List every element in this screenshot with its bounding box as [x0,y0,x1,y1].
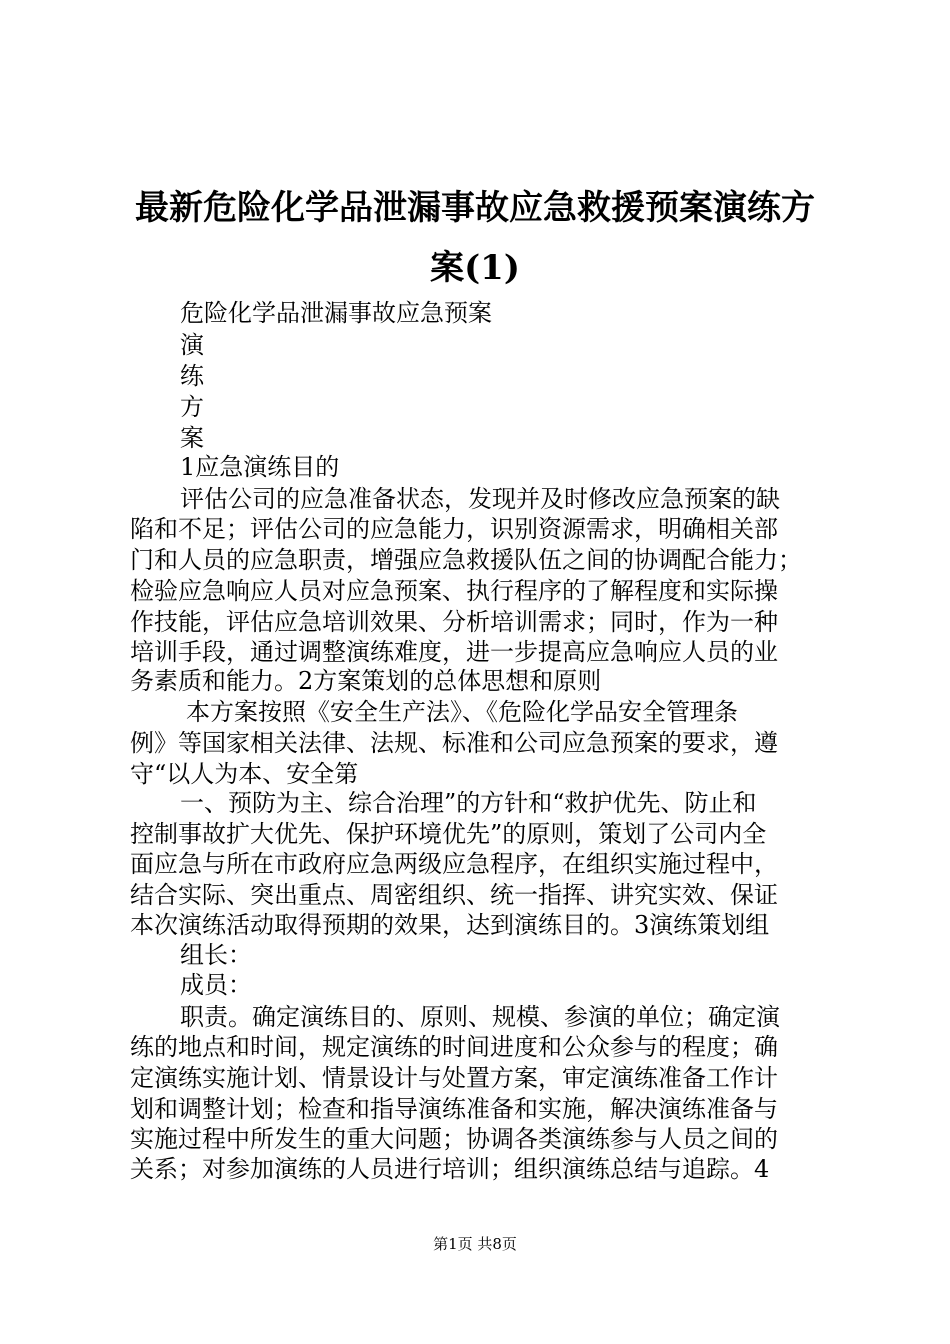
section-heading: 1应急演练目的 [180,453,340,481]
title-line-2: 案(1) [430,248,520,288]
body-line: 陷和不足；评估公司的应急能力，识别资源需求，明确相关部 [130,515,778,543]
body-line: 面应急与所在市政府应急两级应急程序，在组织实施过程中， [130,850,778,878]
body-line: 本次演练活动取得预期的效果，达到演练目的。3演练策划组 [130,911,770,939]
body-line: 评估公司的应急准备状态，发现并及时修改应急预案的缺 [180,485,780,513]
body-line: 例》等国家相关法律、法规、标准和公司应急预案的要求，遵 [130,729,778,757]
body-line: 练的地点和时间，规定演练的时间进度和公众参与的程度；确 [130,1033,778,1061]
body-line: 危险化学品泄漏事故应急预案 [180,299,492,327]
body-line: 成员： [180,971,252,999]
body-line: 检验应急响应人员对应急预案、执行程序的了解程度和实际操 [130,577,778,605]
body-line: 控制事故扩大优先、保护环境优先”的原则，策划了公司内全 [130,820,767,848]
body-line: 职责。确定演练目的、原则、规模、参演的单位；确定演 [180,1003,780,1031]
body-line: 一、预防为主、综合治理”的方针和“救护优先、防止和 [180,789,757,817]
body-line: 练 [180,362,204,390]
body-line: 关系；对参加演练的人员进行培训；组织演练总结与追踪。4 [130,1155,770,1183]
page-footer: 第1页 共8页 [433,1235,517,1253]
body-line: 演 [180,331,204,359]
body-line: 务素质和能力。2方案策划的总体思想和原则 [130,667,602,695]
body-line: 组长： [180,941,252,969]
title-line-1: 最新危险化学品泄漏事故应急救援预案演练方 [135,188,815,228]
body-line: 定演练实施计划、情景设计与处置方案，审定演练准备工作计 [130,1064,778,1092]
body-line: 实施过程中所发生的重大问题；协调各类演练参与人员之间的 [130,1125,778,1153]
body-line: 结合实际、突出重点、周密组织、统一指挥、讲究实效、保证 [130,881,778,909]
body-line: 作技能，评估应急培训效果、分析培训需求；同时，作为一种 [130,608,778,636]
body-line: 门和人员的应急职责，增强应急救援队伍之间的协调配合能力； [130,546,802,574]
body-line: 方 [180,393,204,421]
body-line: 培训手段，通过调整演练难度，进一步提高应急响应人员的业 [130,638,778,666]
body-line: 划和调整计划；检查和指导演练准备和实施，解决演练准备与 [130,1095,778,1123]
body-line: 守“以人为本、安全第 [130,760,359,788]
body-line: 本方案按照《安全生产法》、《危险化学品安全管理条 [186,698,738,726]
body-line: 案 [180,424,204,452]
